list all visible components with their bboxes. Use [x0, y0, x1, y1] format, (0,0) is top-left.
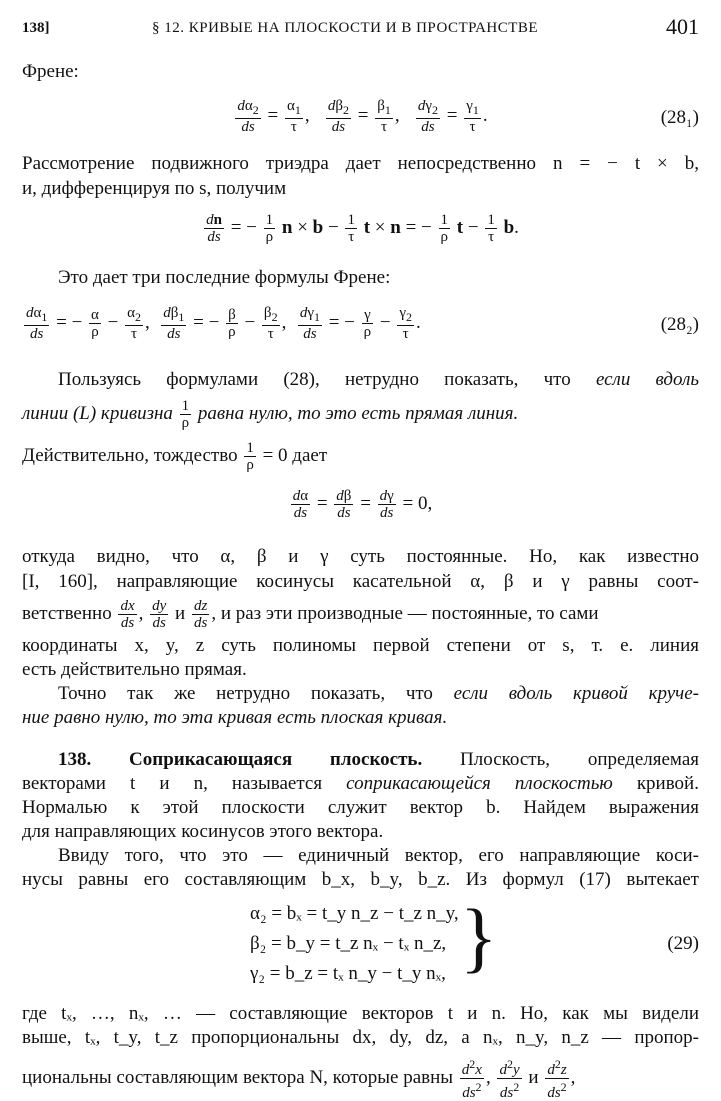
text-span: ветственно [22, 602, 112, 624]
text-span: векторами t и n, называется [22, 773, 347, 794]
text-line: для направляющих косинусов этого вектора. [22, 821, 384, 842]
text-line [22, 772, 699, 796]
text-line: Нормалью к этой плоскости служит вектор b. Найдем выражения [22, 797, 699, 818]
equation-28-2: $\frac{d\alpha_1}{ds}$ = − $\frac{\alpha}{\rho}$ − $\frac{\alpha_2}{\tau}$ , $\frac{d\beta_1}{ds}$ = − $\frac{\beta}{\rho}$ − $\frac{\beta_2}{\tau}$ , $\frac{d\gamma_1}{ds}$ = − $\frac{\gamma}{\rho}$ − $\frac{\gamma_2}{\tau}$ . (28₂) [26, 305, 699, 342]
equation-29-row: γ₂ = b_z = tₓ n_y − t_y nₓ, [250, 963, 446, 984]
text-span: , и раз эти производные — постоянные, то сами [211, 602, 599, 624]
text-line [22, 368, 699, 392]
text-span: и [175, 602, 186, 624]
equation-number: (28₂) [660, 314, 699, 335]
text-line: Рассмотрение подвижного триэдра дает непосредственно n = − t × b, [22, 153, 699, 174]
header-title: § 12. КРИВЫЕ НА ПЛОСКОСТИ И В ПРОСТРАНСТВЕ [152, 20, 539, 36]
text-span: циональны составляющим вектора N, которые равны [22, 1066, 454, 1088]
text-line: Френе: [22, 61, 79, 82]
equation-derivatives-zero: $\frac{d\alpha}{ds}$ = $\frac{d\beta}{ds}$ = $\frac{d\gamma}{ds}$ = 0, [292, 488, 433, 521]
text-line: ветственно $\frac{dx}{ds}$ , $\frac{dy}{ds}$ и $\frac{dz}{ds}$ , и раз эти производные — постоянные, то сами [22, 598, 599, 631]
text-line: есть действительно прямая. [22, 659, 247, 680]
equation-29-row: α₂ = bₓ = t_y n_z − t_z n_y, [250, 903, 459, 924]
text-line: где tₓ, …, nₓ, … — составляющие векторов t и n. Но, как мы видели [22, 1003, 699, 1024]
equation-28-1: $\frac{d\alpha_2}{ds}$ = $\frac{\alpha_1}{\tau}$ , $\frac{d\beta_2}{ds}$ = $\frac{\beta_1}{\tau}$ , $\frac{d\gamma_2}{ds}$ = $\frac{\gamma_1}{\tau}$ . (28₁) [237, 98, 699, 135]
section-heading-line [22, 748, 699, 772]
text-line: выше, tₓ, t_y, t_z пропорциональны dx, dy, dz, а nₓ, n_y, n_z — пропор- [22, 1027, 699, 1048]
text-line: Это дает три последние формулы Френе: [58, 267, 391, 288]
text-line: циональны составляющим вектора N, которые равны $\frac{d^2x}{ds^2}$ , $\frac{d^2y}{ds^2}$ и $\frac{d^2z}{ds^2}$ , [22, 1057, 576, 1101]
right-brace-icon: } [460, 893, 498, 980]
italic-span: если вдоль кривой круче- [453, 683, 699, 704]
text-span: = 0 дает [262, 444, 328, 466]
page-number: 401 [666, 14, 699, 39]
text-span: Пользуясь формулами (28), нетрудно показать, что [58, 369, 596, 390]
text-line: координаты x, y, z суть полиномы первой степени от s, т. е. линия [22, 635, 699, 656]
equation-number: (29) [667, 933, 699, 954]
italic-span: ние равно нулю, то эта кривая есть плоская кривая. [22, 707, 448, 728]
text-line [22, 706, 699, 730]
text-span: кривой. [612, 773, 699, 794]
text-span: Действительно, тождество [22, 444, 238, 466]
italic-span: линии (L) кривизна [22, 402, 173, 424]
text-span: Плоскость, определяемая [422, 749, 699, 770]
text-span: Точно так же нетрудно показать, что [58, 683, 454, 704]
text-line [22, 682, 699, 706]
text-line: [I, 160], направляющие косинусы касательной α, β и γ равны соот- [22, 571, 699, 592]
text-line: линии (L) кривизна $\frac{1}{\rho}$ равна нулю, то это есть прямая линия. [22, 398, 519, 431]
running-header [22, 14, 699, 44]
text-line: Ввиду того, что это — единичный вектор, его направляющие коси- [58, 845, 699, 866]
text-line: откуда видно, что α, β и γ суть постоянные. Но, как известно [22, 546, 699, 567]
italic-span: если вдоль [595, 369, 700, 390]
text-line: и, дифференцируя по s, получим [22, 178, 287, 199]
text-line: Действительно, тождество $\frac{1}{\rho}$ = 0 дает [22, 440, 328, 473]
header-section-ref: 138] [22, 20, 50, 36]
section-title: 138. Соприкасающаяся плоскость. [58, 749, 423, 770]
italic-span: соприкасающейся плоскостью [346, 773, 613, 794]
italic-span: равна нулю, то это есть прямая линия. [197, 402, 519, 424]
equation-number: (28₁) [660, 107, 699, 128]
equation-dn-ds: $\frac{dn}{ds}$ = − $\frac{1}{\rho}$ n × b − $\frac{1}{\tau}$ t × n = − $\frac{1}{\rho}$ t − $\frac{1}{\tau}$ b. [206, 212, 519, 245]
text-line: нусы равны его составляющим b_x, b_y, b_z. Из формул (17) вытекает [22, 869, 699, 890]
equation-29-row: β₂ = b_y = t_z nₓ − tₓ n_z, [250, 933, 447, 954]
